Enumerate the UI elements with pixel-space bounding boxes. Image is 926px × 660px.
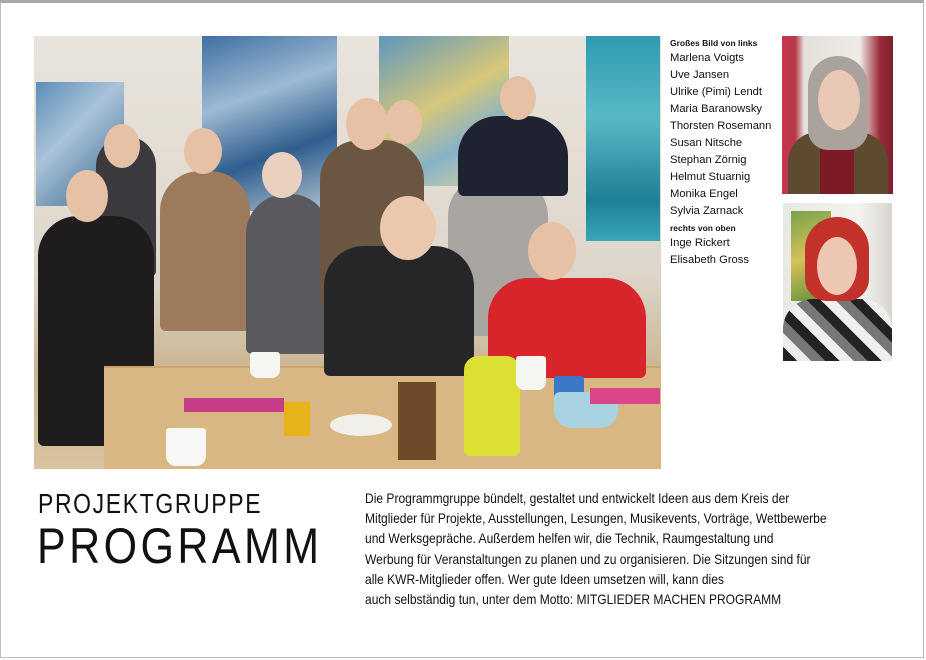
person-head [380,196,436,260]
paragraph-line: und Werksgepräche. Außerdem helfen wir, die Technik, Raumgestaltung und [365,530,774,547]
coffee-cup [166,428,206,466]
thermos-jug [464,356,520,456]
portrait-inge-rickert [782,36,893,194]
photo-caption [670,36,780,269]
caption-name: Susan Nitsche [670,137,743,149]
folder [590,388,660,404]
caption-name: Monika Engel [670,188,738,200]
person-silhouette [458,116,568,196]
coffee-cup [516,356,546,390]
caption-name: Elisabeth Gross [670,254,749,266]
caption-name: Inge Rickert [670,237,730,249]
coffee-jar [398,382,436,460]
paragraph-line: Mitglieder für Projekte, Ausstellungen, Lesungen, Musikevents, Vorträge, Wettbewerbe [365,510,827,527]
person-silhouette [324,246,474,376]
caption-name: Stephan Zörnig [670,154,747,166]
person-head [104,124,140,168]
coffee-cup [250,352,280,378]
paragraph-line: auch selbständig tun, unter dem Motto: MITGLIEDER MACHEN PROGRAMM [365,591,782,608]
person-head [184,128,222,174]
description-paragraph [365,488,905,609]
cookie-plate [330,414,392,436]
group-photo [34,36,661,469]
person-silhouette [246,194,330,354]
section-title-line2: PROGRAMM [37,518,323,574]
caption-name: Marlena Voigts [670,52,745,64]
portrait-face [818,70,860,130]
caption-name: Maria Baranowsky [670,103,763,115]
portrait-elisabeth-gross [783,203,892,361]
portrait-body [783,299,892,361]
person-head [386,100,422,144]
caption-name: Ulrike (Pimi) Lendt [670,86,763,98]
person-head [500,76,536,120]
caption-name: Helmut Stuarnig [670,171,751,183]
section-title-line1: PROJEKTGRUPPE [38,488,263,519]
paragraph-line: Die Programmgruppe bündelt, gestaltet und entwickelt Ideen aus dem Kreis der [365,490,790,506]
caption-name: Thorsten Rosemann [670,120,772,132]
wall-painting-4 [586,36,660,241]
person-head [66,170,108,222]
person-silhouette [160,171,250,331]
person-head [346,98,388,150]
caption-name: Uve Jansen [670,69,730,81]
person-head [262,152,302,198]
pen-holder [284,402,310,436]
portrait-face [817,237,857,295]
caption-header-group: Großes Bild von links [670,38,758,48]
paragraph-line: alle KWR-Mitglieder offen. Wer gute Ideen umsetzen will, kann dies [365,570,724,587]
person-head [528,222,576,280]
caption-name: Sylvia Zarnack [670,205,744,217]
paragraph-line: Werbung für Veranstaltungen zu planen und zu organisieren. Die Sitzungen sind für [365,550,811,567]
folder [184,398,284,412]
caption-header-right: rechts von oben [670,223,736,233]
